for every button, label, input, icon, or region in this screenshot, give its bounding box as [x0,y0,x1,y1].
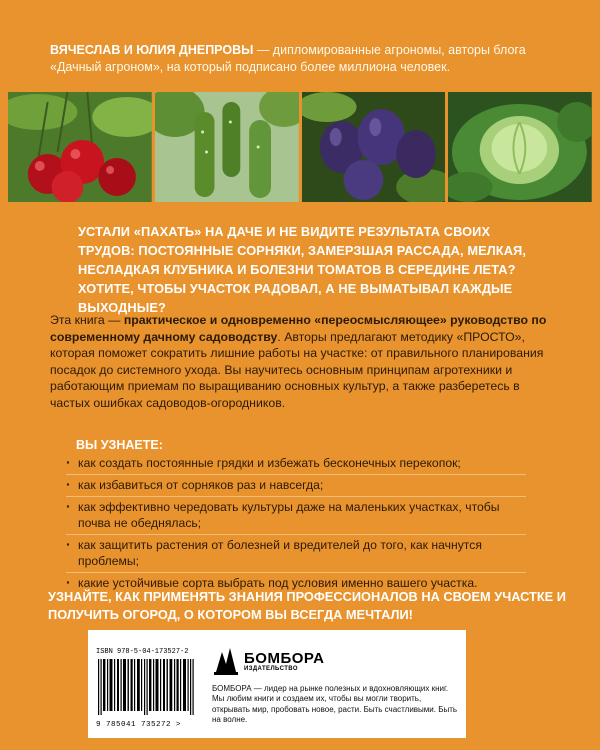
learn-list [66,453,526,594]
barcode-block [88,630,208,738]
cabbage-photo [448,92,592,202]
publisher-description: БОМБОРА — лидер на рынке полезных и вдохновляющих книг. Мы любим книги и создаем их, чтобы вы могли творить, открывать мир, пробовать новое, расти. Быть счастливыми. Быть на волне. [212,684,458,725]
book-description [50,312,560,412]
plums-photo [302,92,446,202]
list-item: · как защитить растения от болезней и вредителей до того, как начнутся проблемы; [66,535,526,573]
cherries-photo [8,92,152,202]
desc-bold: практическое и одновременно «переосмысляющее» руководство по современному дачному садоводству [50,313,547,344]
list-item: · какие устойчивые сорта выбрать под условия именно вашего участка. [66,573,526,594]
cucumbers-photo [155,92,299,202]
barcode-number: 9 785041 735272 > [96,721,182,729]
author-names: ВЯЧЕСЛАВ И ЮЛИЯ ДНЕПРОВЫ [50,43,254,57]
call-to-action: УЗНАЙТЕ, КАК ПРИМЕНЯТЬ ЗНАНИЯ ПРОФЕССИОНАЛОВ НА СВОЕМ УЧАСТКЕ И ПОЛУЧИТЬ ОГОРОД, О КОТОРОМ ВЫ ВСЕГДА МЕЧТАЛИ! [48,589,566,622]
publisher-block [208,630,466,738]
publisher-logo [212,640,458,682]
desc-intro: Эта книга — [50,313,124,327]
isbn: ISBN 978-5-04-173527-2 [96,648,189,656]
publisher-name: БОМБОРА [244,649,325,667]
bombora-logo-icon [212,646,240,676]
photo-strip [8,92,592,202]
learn-heading: ВЫ УЗНАЕТЕ: [76,438,163,452]
list-item: · как создать постоянные грядки и избежать бесконечных перекопок; [66,453,526,475]
list-item: · как избавиться от сорняков раз и навсегда; [66,475,526,497]
author-bio [50,42,560,76]
footer-panel [88,630,466,738]
desc-rest: . Авторы предлагают методику «ПРОСТО», которая поможет сократить лишние работы на участке: от правильного планирования посадок до системного ухода. Вы научитесь основным принципам агротехники и работающим приемам по выращиванию основных культур, а также разберетесь в частых ошибках садоводов-огородников. [50,329,544,410]
lead-question: УСТАЛИ «ПАХАТЬ» НА ДАЧЕ И НЕ ВИДИТЕ РЕЗУЛЬТАТА СВОИХ ТРУДОВ: ПОСТОЯННЫЕ СОРНЯКИ, ЗАМЕРЗШАЯ РАССАДА, МЕЛКАЯ, НЕСЛАДКАЯ КЛУБНИКА И БОЛЕЗНИ ТОМАТОВ В СЕРЕДИНЕ ЛЕТА? ХОТИТЕ, ЧТОБЫ УЧАСТОК РАДОВАЛ, А НЕ ВЫМАТЫВАЛ КАЖДЫЕ ВЫХОДНЫЕ? [78,224,527,315]
list-item: · как эффективно чередовать культуры даже на маленьких участках, чтобы почва не обеднялась; [66,497,526,535]
barcode-icon [96,659,196,715]
author-bio-text: — дипломированные агрономы, авторы блога «Дачный агроном», на который подписано более миллиона человек. [50,43,526,74]
publisher-subtitle: ИЗДАТЕЛЬСТВО [244,665,298,672]
